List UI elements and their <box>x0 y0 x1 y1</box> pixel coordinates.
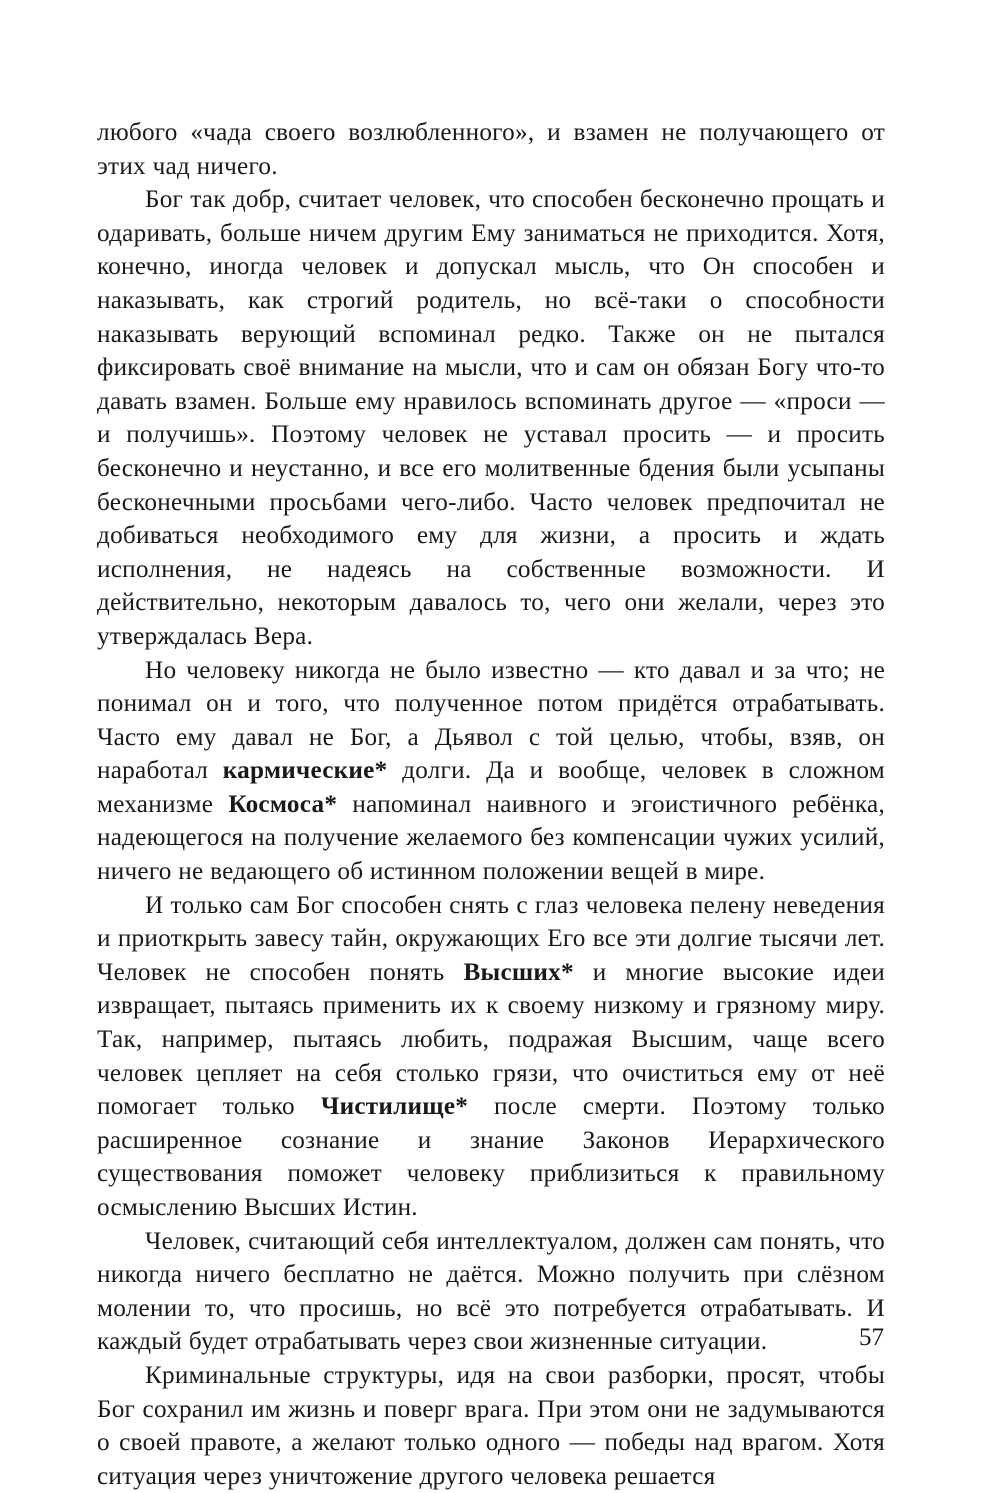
text-run: Криминальные структуры, идя на свои разборки, просят, чтобы Бог сохранил им жизнь и поверг врага. При этом они не задумываются о своей правоте, а желают только одного — победы над врагом. Хотя ситуация через уничтожение другого человека решается <box>97 1361 885 1490</box>
text-run: напоминал наивного и эгоистичного ребёнка, надеющегося на получение желаемого без компенсации чужих усилий, ничего не ведающего об истинном положении вещей в мире. <box>97 790 885 886</box>
text-run: любого «чада своего возлюбленного», и взамен не получающего от этих чад ничего. <box>97 119 885 180</box>
paragraph <box>97 1359 885 1493</box>
paragraph <box>97 654 885 889</box>
text-run: И только сам Бог способен снять с глаз человека пелену неведения и приоткрыть завесу тайн, окружающих Его все эти долгие тысячи лет. Человек не способен понять <box>97 891 885 986</box>
emphasized-term: Космоса* <box>228 790 338 818</box>
text-run: долги. Да и вообще, человек в сложном механизме <box>97 757 885 818</box>
emphasized-term: Чистилище* <box>320 1093 469 1121</box>
paragraph <box>97 116 885 183</box>
emphasized-term: Высших* <box>463 958 574 986</box>
paragraph <box>97 183 885 653</box>
text-run: и многие высокие идеи извращает, пытаясь применить их к своему низкому и грязному миру. Так, например, пытаясь любить, подражая Высшим, чаще всего человек цепляет на себя столько грязи, что очиститься ему от неё помогает только <box>97 958 885 1121</box>
page-body-text <box>97 116 885 1493</box>
paragraph <box>97 889 885 1225</box>
text-run: Человек, считающий себя интеллектуалом, должен сам понять, что никогда ничего бесплатно не даётся. Можно получить при слёзном молении то, что просишь, но всё это потребуется отрабатывать. И каждый будет отрабатывать через свои жизненные ситуации. <box>97 1227 885 1356</box>
text-run: Бог так добр, считает человек, что способен бесконечно прощать и одаривать, больше ничем другим Ему заниматься не приходится. Хотя, конечно, иногда человек и допускал мысль, что Он способен и наказывать, как строгий родитель, но всё-таки о способности наказывать верующий вспоминал редко. Также он не пытался фиксировать своё внимание на мысли, что и сам он обязан Богу что-то давать взамен. Больше ему нравилось вспоминать другое — «проси — и получишь». Поэтому человек не уставал просить — и просить бесконечно и неустанно, и все его молитвенные бдения были усыпаны бесконечными просьбами чего-либо. Часто человек предпочитал не добиваться необходимого ему для жизни, а просить и ждать исполнения, не надеясь на собственные возможности. И действительно, некоторым давалось то, чего они желали, через это утверждалась Вера. <box>97 186 885 650</box>
emphasized-term: кармические* <box>222 757 388 785</box>
text-run: Но человеку никогда не было известно — кто давал и за что; не понимал он и того, что полученное потом придётся отрабатывать. Часто ему давал не Бог, а Дьявол с той целью, чтобы, взяв, он наработал <box>97 656 885 785</box>
text-run: после смерти. Поэтому только расширенное сознание и знание Законов Иерархического существования поможет человеку приблизиться к правильному осмыслению Высших Истин. <box>97 1093 885 1221</box>
page-number: 57 <box>859 1324 884 1351</box>
